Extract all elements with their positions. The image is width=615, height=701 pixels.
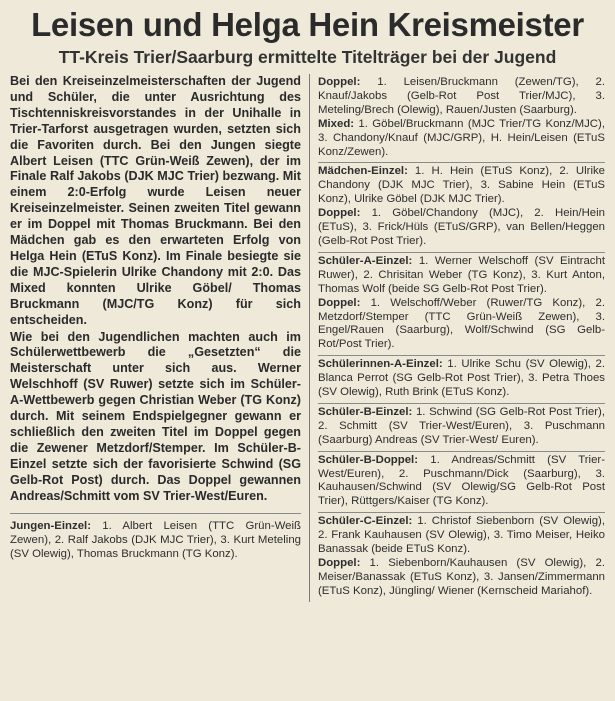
result-text: 1. Albert Leisen (TTC Grün-Weiß Zewen), 2. Ralf Jakobs (DJK MJC Trier), 3. Kurt Meteling (SV Olewig), Thomas Bruckmann (TG Konz). xyxy=(10,520,301,561)
result-label: Schüler-B-Einzel: xyxy=(318,405,413,418)
result-label: Doppel: xyxy=(318,76,361,88)
result-text: 1. Christof Siebenborn (SV Olewig), 2. Frank Kauhausen (SV Olewig), 3. Timo Meiser, Heiko Banassak (beide ETuS Konz). xyxy=(318,515,605,556)
result-block-maedchen xyxy=(318,163,605,252)
result-block-jungen-doppel-mixed xyxy=(318,74,605,163)
result-text: 1. Schwind (SG Gelb-Rot Post Trier), 2. Schmitt (SV Trier-West/Euren), 3. Puschmann (Saarburg) Andreas (SV Trier-West/ Euren). xyxy=(318,405,605,446)
result-label: Schüler-C-Einzel: xyxy=(318,515,413,528)
headline: Leisen und Helga Hein Kreismeister xyxy=(31,6,584,43)
subheadline: TT-Kreis Trier/Saarburg ermittelte Titelträger bei der Jugend xyxy=(58,47,557,67)
article-columns xyxy=(10,74,605,602)
result-block-schuelerinnen-a xyxy=(318,356,605,404)
result-label: Schüler-A-Einzel: xyxy=(318,254,413,267)
article-paragraph-1: Bei den Kreiseinzelmeisterschaften der Jugend und Schüler, die unter Ausrichtung des Tischtenniskreisvorstandes in der Unihalle in Trier-Tarforst ausgetragen wurden, setzten sich die Favoriten durch. Bei den Jungen siegte Albert Leisen (TTC Grün-Weiß Zewen), der im Finale Ralf Jakobs (DJK MJC Trier) bezwang. Mit einem 2:0-Erfolg wurde Leisen neuer Kreiseinzelmeister. Seinen zweiten Titel gewann er im Doppel mit Thomas Bruckmann. Bei den Mädchen gab es den erwarteten Erfolg von Helga Hein (ETuS Konz). Im Finale besiegte sie die MJC-Spielerin Ulrike Chandony mit 2:0. Das Mixed konnten Ulrike Göbel/ Thomas Bruckmann (MJC/TG Konz) für sich entscheiden. xyxy=(10,74,301,327)
result-label: Doppel: xyxy=(318,557,361,569)
result-label: Mädchen-Einzel: xyxy=(318,165,408,178)
result-text: 1. Göbel/Bruckmann (MJC Trier/TG Konz/MJC), 3. Chandony/Knauf (MJC/GRP), H. Hein/Leisen (ETuS Konz/Zewen). xyxy=(318,117,605,158)
result-label: Schülerinnen-A-Einzel: xyxy=(318,358,443,371)
article-paragraph-2: Wie bei den Jugendlichen machten auch im Schülerwettbewerb die „Gesetzten“ die Meisterschaft unter sich aus. Werner Welschhoff (SV Ruwer) setzte sich im Schüler-A-Wettbewerb gegen Christian Weber (TG Konz) durch. Mit seinem Endspielgegner gewann er schließlich den zweiten Titel im Doppel gegen die Zewener Metzdorf/Stemper. Im Schüler-B-Einzel setzte sich der favorisierte Schwind (SG Gelb-Rot Post) durch. Das Doppel gewannen Andreas/Schmitt vom SV Trier-West/Euren. xyxy=(10,329,301,503)
result-jungen-einzel xyxy=(10,513,301,562)
result-text: 1. Göbel/Chandony (MJC), 2. Hein/Hein (ETuS), 3. Frick/Hüls (ETuS/GRP), van Bellen/Heggen (Gelb-Rot Post Trier). xyxy=(318,207,605,247)
right-column xyxy=(310,74,605,602)
result-block-schueler-c xyxy=(318,513,605,601)
result-label: Schüler-B-Doppel: xyxy=(318,453,418,466)
result-text: 1. Leisen/Bruckmann (Zewen/TG), 2. Knauf/Jakobs (Gelb-Rot Post Trier/MJC), 3. Meteling/Brech (Olewig), Rauen/Justen (Saarburg). xyxy=(318,76,605,116)
result-block-schueler-a xyxy=(318,253,605,356)
result-block-schueler-b-doppel xyxy=(318,452,605,514)
result-text: 1. Welschoff/Weber (Ruwer/TG Konz), 2. Metzdorf/Stemper (TTC Grün-Weiß Zewen), 3. Engel/Rauen (Saarburg), Wolf/Schwind (SG Gelb-Rot/Post Trier). xyxy=(318,296,605,351)
left-column xyxy=(10,74,310,602)
result-label: Mixed: xyxy=(318,117,355,130)
result-label: Doppel: xyxy=(318,296,361,309)
result-text: 1. Ulrike Schu (SV Olewig), 2. Blanca Perrot (SG Gelb-Rot Post Trier), 3. Petra Thoes (SV Olewig), Ruth Brink (ETuS Konz). xyxy=(318,358,605,399)
result-block-schueler-b-einzel xyxy=(318,404,605,452)
result-label: Jungen-Einzel: xyxy=(10,520,92,533)
result-label: Doppel: xyxy=(318,207,361,220)
result-text: 1. Siebenborn/Kauhausen (SV Olewig), 2. Meiser/Banassak (ETuS Konz), 3. Jansen/Zimmermann (ETuS Konz), Jüngling/ Wiener (Kernscheid Mariahof). xyxy=(318,557,605,597)
result-text: 1. H. Hein (ETuS Konz), 2. Ulrike Chandony (DJK MJC Trier), 3. Sabine Hein (ETuS Konz), Ulrike Göbel (DJK MJC Trier). xyxy=(318,165,605,206)
result-text: 1. Werner Welschoff (SV Eintracht Ruwer), 2. Chrisitan Weber (TG Konz), 3. Kurt Anton, Thomas Wolf (beide SG Gelb-Rot Post Trier). xyxy=(318,254,605,295)
result-text: 1. Andreas/Schmitt (SV Trier-West/Euren), 2. Puschmann/Dick (Saarburg), 3. Kauhausen/Schwind (SV Olewig/SG Gelb-Rot Post Trier), Rüttgers/Kaiser (TG Konz). xyxy=(318,453,605,508)
